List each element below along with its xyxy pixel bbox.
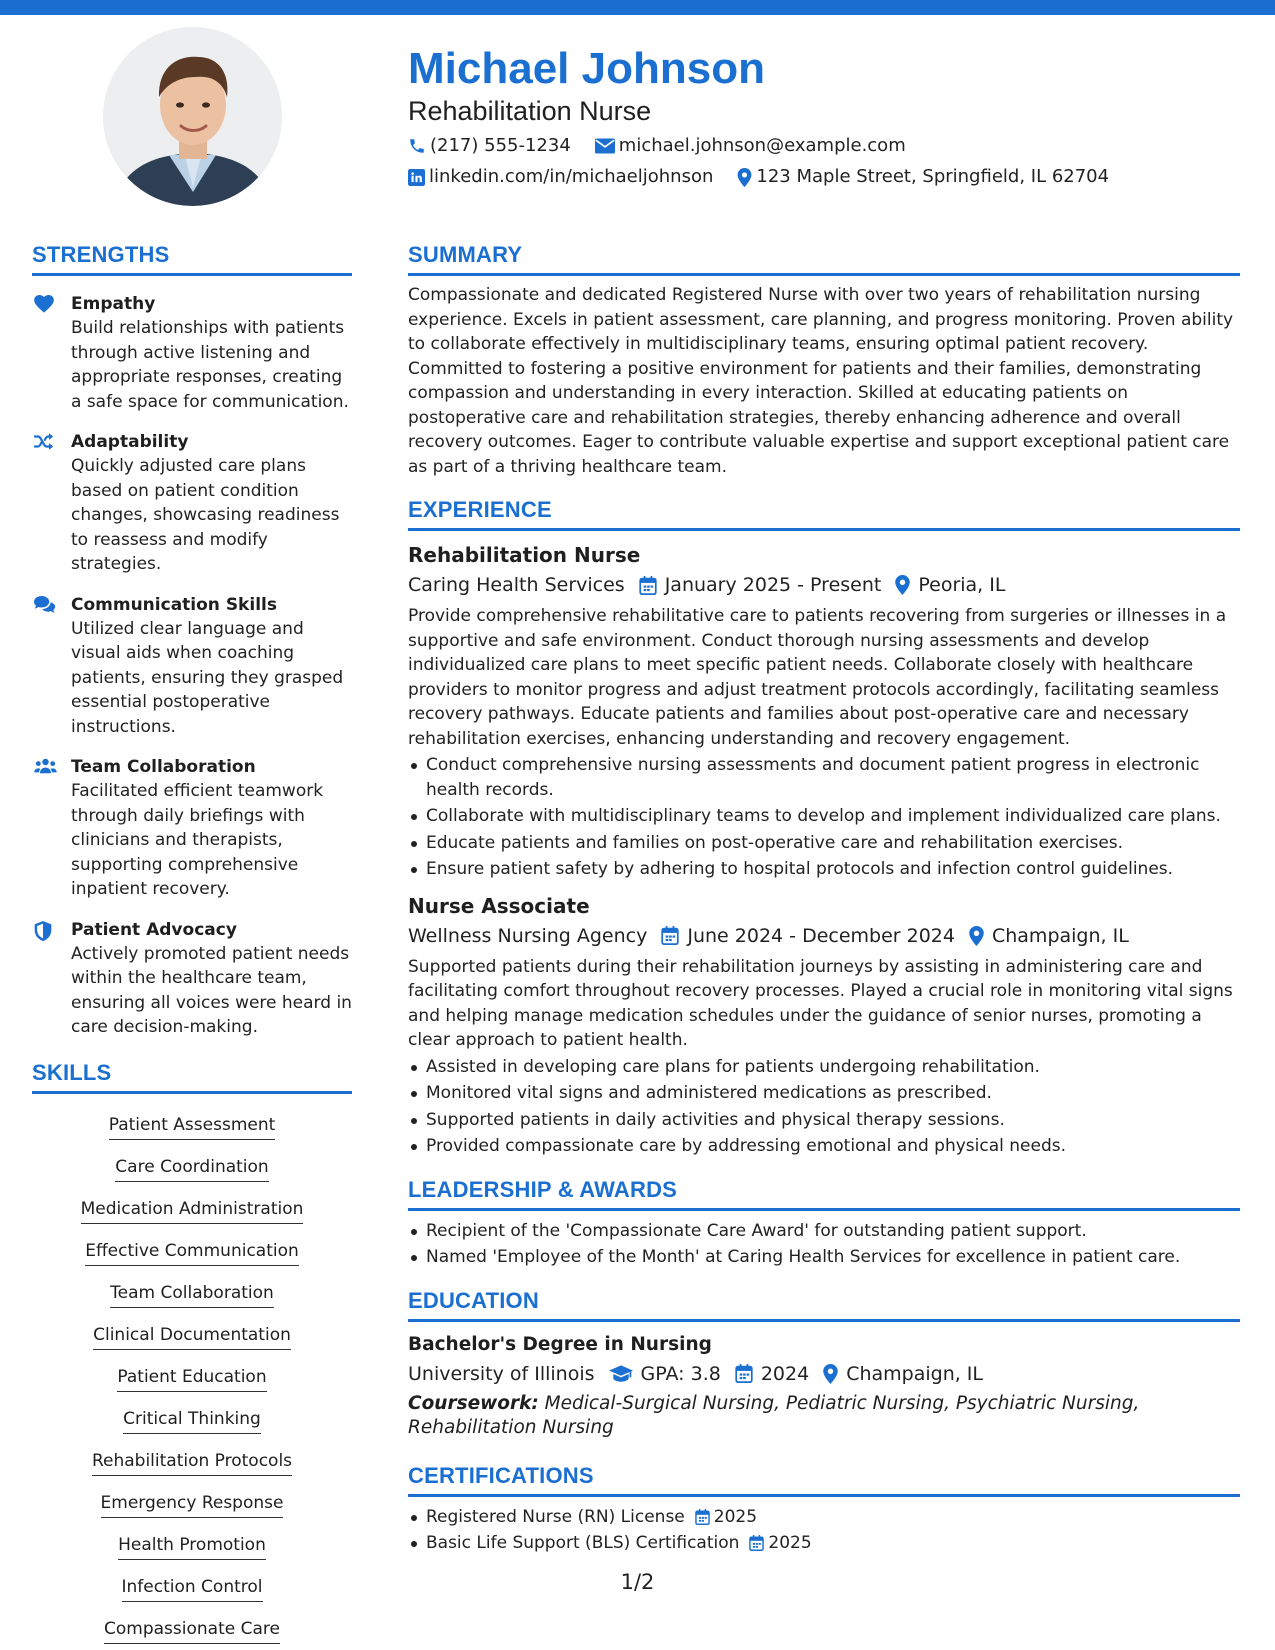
strength-desc: Facilitated efficient teamwork through daily briefings with clinicians and therapists, supporting comprehensive inpatient recovery. [71, 781, 324, 899]
strength-title: Patient Advocacy [71, 919, 237, 940]
skill-tag: Patient Assessment [109, 1113, 276, 1140]
calendar-icon [639, 576, 657, 595]
job-description: Provide comprehensive rehabilitative care to patients recovering from surgeries or illnesses in a supportive and safe environment. Conduct thorough nursing assessments and develop individualized care plans to meet specific patient needs. Collaborate closely with healthcare providers to monitor progress and adjust treatment protocols accordingly, facilitating seamless recovery pathways. Educate patients and families about post-operative care and necessary rehabilitation exercises, enhancing understanding and recovery engagement. [408, 606, 1227, 749]
calendar-icon [735, 1364, 753, 1383]
job-bullet: Monitored vital signs and administered medications as prescribed. [408, 1081, 1240, 1106]
job-bullet: Supported patients in daily activities and physical therapy sessions. [408, 1108, 1240, 1133]
leadership-list [408, 1219, 1240, 1270]
right-column [408, 240, 1240, 1558]
award-item: Recipient of the 'Compassionate Care Award' for outstanding patient support. [408, 1219, 1240, 1244]
phone-icon [408, 137, 426, 155]
skill-tag: Infection Control [122, 1575, 263, 1602]
leadership-heading: LEADERSHIP & AWARDS [408, 1175, 1240, 1211]
skill-tag: Medication Administration [81, 1197, 304, 1224]
job-meta [408, 922, 1240, 950]
summary-text: Compassionate and dedicated Registered Nurse with over two years of rehabilitation nursing experience. Excels in patient assessment, care planning, and progress monitoring. Proven ability to collaborate effectively in multidisciplinary teams, ensuring optimal patient recovery. Committed to fostering a positive environment for patients and their families, demonstrating compassion and understanding in every interaction. Skilled at educating patients on postoperative care and rehabilitation strategies, thereby enhancing adherence and overall recovery outcomes. Eager to contribute valuable expertise and support exceptional patient care as part of a thriving healthcare team. [408, 285, 1234, 477]
certification-item [408, 1505, 1240, 1530]
candidate-name: Michael Johnson [408, 44, 765, 93]
graduation-year: 2024 [760, 1362, 810, 1385]
strength-desc: Quickly adjusted care plans based on patient condition changes, showcasing readiness to reassess and modify strategies. [71, 456, 340, 574]
strength-item [32, 292, 352, 414]
job-bullet: Conduct comprehensive nursing assessments and document patient progress in electronic health records. [408, 753, 1240, 802]
job-bullets [408, 753, 1240, 882]
skill-tag: Patient Education [117, 1365, 266, 1392]
education-heading: EDUCATION [408, 1286, 1240, 1322]
map-marker-icon [823, 1364, 838, 1384]
shield-icon [34, 921, 52, 941]
calendar-icon [695, 1509, 710, 1525]
linkedin-contact[interactable] [408, 164, 713, 190]
job-entry [408, 541, 1240, 882]
map-marker-icon [895, 575, 910, 595]
comments-icon [34, 596, 56, 613]
job-bullet: Collaborate with multidisciplinary teams to develop and implement individualized care plans. [408, 804, 1240, 829]
skill-tag: Care Coordination [115, 1155, 268, 1182]
skill-tag: Clinical Documentation [93, 1323, 291, 1350]
certification-name: Basic Life Support (BLS) Certification [426, 1533, 740, 1553]
certification-year: 2025 [713, 1506, 758, 1527]
job-description: Supported patients during their rehabilitation journeys by assisting in administering care and facilitating comfort throughout recovery processes. Played a crucial role in monitoring vital signs and helping manage medication schedules under the guidance of senior nurses, promoting a clear approach to patient health. [408, 956, 1233, 1050]
email-text: michael.johnson@example.com [618, 135, 906, 156]
skill-tag: Effective Communication [85, 1239, 299, 1266]
linkedin-icon [408, 169, 425, 186]
phone-text: (217) 555-1234 [430, 135, 571, 156]
strength-desc: Utilized clear language and visual aids when coaching patients, ensuring they grasped essential postoperative instructions. [71, 618, 344, 737]
strength-title: Team Collaboration [71, 757, 256, 777]
address-text: 123 Maple Street, Springfield, IL 62704 [756, 166, 1110, 187]
skill-tag: Compassionate Care [104, 1617, 280, 1644]
skills-heading: SKILLS [32, 1058, 352, 1094]
experience-heading: EXPERIENCE [408, 495, 1240, 531]
profile-photo [103, 27, 282, 206]
summary-heading: SUMMARY [408, 240, 1240, 276]
job-entry [408, 892, 1240, 1159]
job-title: Rehabilitation Nurse [408, 543, 641, 567]
graduation-cap-icon [609, 1365, 633, 1383]
contact-row-1 [408, 133, 1238, 159]
school-location: Champaign, IL [846, 1362, 984, 1385]
job-bullet: Educate patients and families on post-operative care and rehabilitation exercises. [408, 831, 1240, 856]
strength-item [32, 593, 352, 740]
calendar-icon [749, 1535, 764, 1551]
strength-title: Adaptability [71, 432, 189, 452]
certification-item [408, 1531, 1240, 1556]
job-dates: January 2025 - Present [664, 574, 882, 596]
job-location: Champaign, IL [991, 924, 1129, 947]
job-meta [408, 571, 1240, 599]
resume-header [408, 42, 1238, 190]
skill-tag: Health Promotion [118, 1533, 266, 1560]
coursework [408, 1392, 1240, 1441]
shuffle-icon [34, 433, 54, 450]
strength-desc: Actively promoted patient needs within the healthcare team, ensuring all voices were heard in care decision-making. [71, 943, 352, 1037]
email-contact[interactable] [595, 133, 906, 159]
skill-tag: Critical Thinking [123, 1407, 261, 1434]
job-bullet: Assisted in developing care plans for patients undergoing rehabilitation. [408, 1055, 1240, 1080]
certifications-list [408, 1505, 1240, 1556]
page-number: 1/2 [620, 1570, 655, 1594]
map-marker-icon [969, 926, 984, 946]
top-accent-bar [0, 0, 1275, 15]
strength-item [32, 755, 352, 902]
users-icon [34, 758, 57, 774]
phone-contact[interactable] [408, 133, 571, 159]
strength-title: Empathy [71, 294, 156, 314]
job-title: Nurse Associate [408, 893, 590, 918]
award-item: Named 'Employee of the Month' at Caring Health Services for excellence in patient care. [408, 1245, 1240, 1270]
job-bullets [408, 1055, 1240, 1159]
gpa: GPA: 3.8 [640, 1362, 721, 1385]
education-meta [408, 1360, 1240, 1388]
skills-list [32, 1104, 352, 1650]
school-name: University of Illinois [408, 1362, 595, 1385]
address-contact [737, 164, 1109, 190]
envelope-icon [595, 138, 615, 154]
certifications-heading: CERTIFICATIONS [408, 1461, 1240, 1497]
company-name: Caring Health Services [408, 574, 625, 596]
job-dates: June 2024 - December 2024 [687, 924, 955, 947]
linkedin-text: linkedin.com/in/michaeljohnson [429, 166, 714, 187]
left-column [32, 240, 352, 1650]
candidate-title: Rehabilitation Nurse [408, 96, 652, 126]
skill-tag: Rehabilitation Protocols [92, 1449, 292, 1476]
certification-year: 2025 [768, 1533, 812, 1553]
contact-row-2 [408, 164, 1238, 190]
heart-icon [34, 295, 54, 313]
job-bullet: Provided compassionate care by addressing emotional and physical needs. [408, 1134, 1240, 1159]
certification-name: Registered Nurse (RN) License [426, 1506, 685, 1527]
skill-tag: Emergency Response [101, 1491, 284, 1518]
degree-title: Bachelor's Degree in Nursing [408, 1333, 712, 1355]
strength-title: Communication Skills [71, 594, 277, 615]
strength-item [32, 430, 352, 577]
calendar-icon [661, 926, 679, 945]
map-marker-icon [737, 168, 752, 187]
strengths-heading: STRENGTHS [32, 240, 352, 276]
skill-tag: Team Collaboration [110, 1281, 274, 1308]
job-bullet: Ensure patient safety by adhering to hospital protocols and infection control guidelines. [408, 857, 1240, 882]
coursework-list: Medical-Surgical Nursing, Pediatric Nursing, Psychiatric Nursing, Rehabilitation Nursing [408, 1392, 1140, 1438]
strength-item [32, 918, 352, 1040]
job-location: Peoria, IL [918, 574, 1006, 596]
company-name: Wellness Nursing Agency [408, 924, 648, 947]
coursework-label: Coursework: [408, 1392, 539, 1414]
strength-desc: Build relationships with patients through active listening and appropriate responses, creating a safe space for communication. [71, 318, 349, 412]
